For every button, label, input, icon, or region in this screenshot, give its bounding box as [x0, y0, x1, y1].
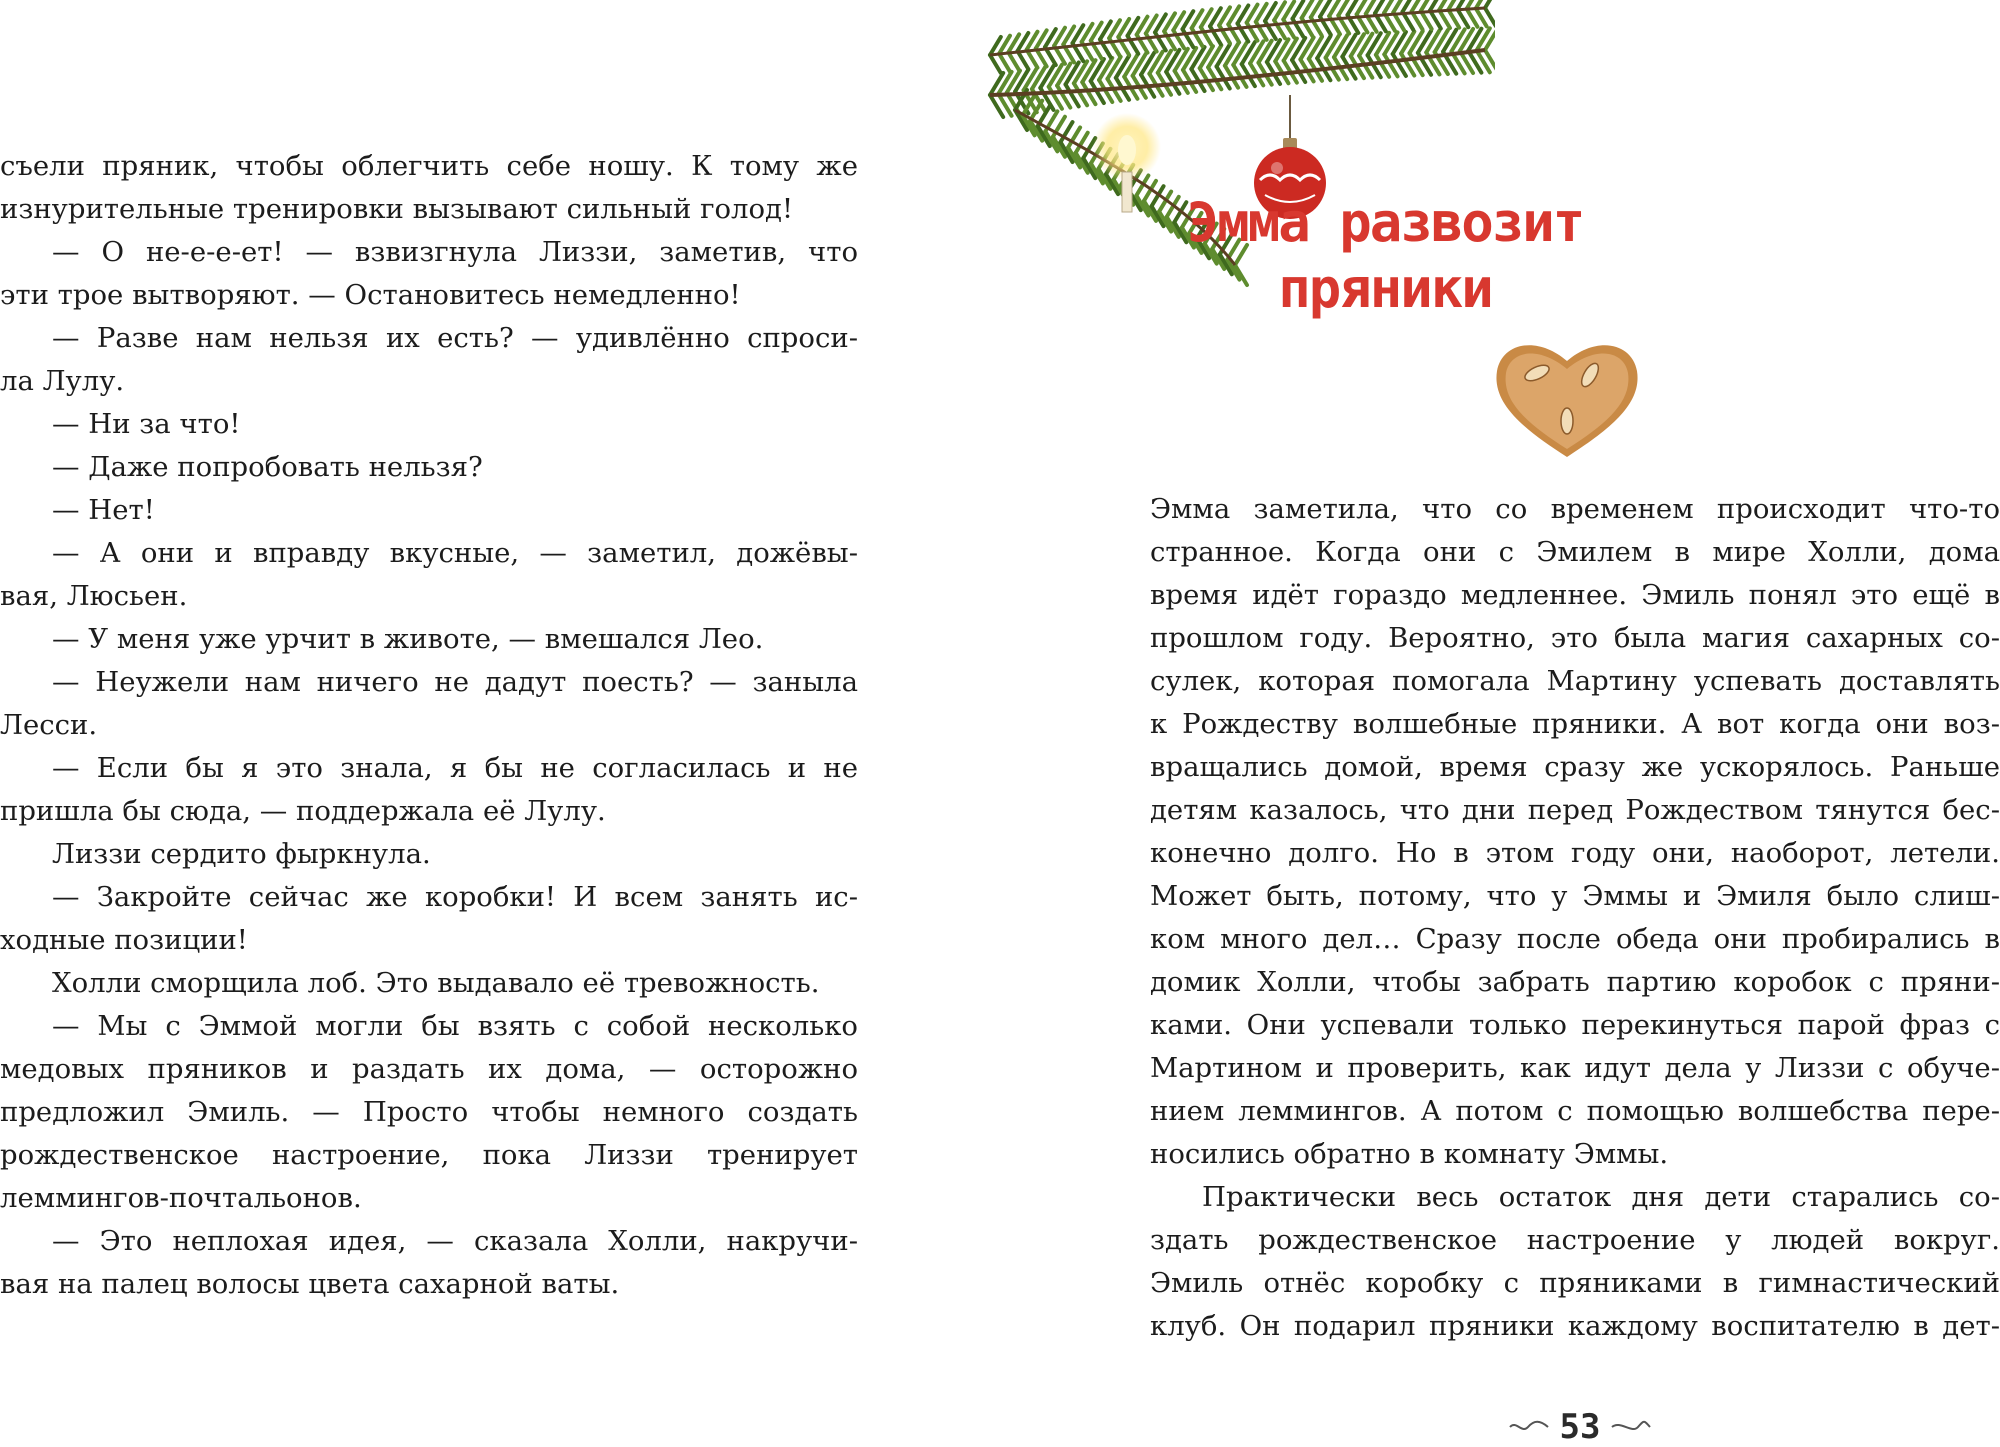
chapter-title: [1075, 190, 1695, 322]
swirl-ornament-icon: [1610, 1420, 1652, 1434]
text-line: пришла бы сюда, — поддержала её Лулу.: [0, 795, 606, 827]
text-line: ходные позиции!: [0, 924, 248, 956]
left-text-column: [0, 145, 858, 1306]
text-line: к Рождеству волшебные пряники. А вот когда они воз-: [1150, 708, 2000, 740]
text-line: — Ни за что!: [52, 408, 241, 440]
text-line: Практически весь остаток дня дети старались со-: [1202, 1181, 2000, 1213]
text-line: — Это неплохая идея, — сказала Холли, накручи-: [52, 1225, 858, 1257]
text-line: детям казалось, что дни перед Рождеством тянутся бес-: [1150, 794, 2000, 826]
text-line: медовых пряников и раздать их дома, — осторожно: [0, 1053, 858, 1085]
text-line: — Даже попробовать нельзя?: [52, 451, 483, 483]
text-line: леммингов-почтальонов.: [0, 1182, 362, 1214]
text-line: носились обратно в комнату Эммы.: [1150, 1138, 1669, 1170]
right-text-column: [1150, 488, 2000, 1348]
text-line: — У меня уже урчит в животе, — вмешался Лео.: [52, 623, 764, 655]
text-line: странное. Когда они с Эмилем в мире Холли, дома: [1150, 536, 2000, 568]
text-line: ками. Они успевали только перекинуться парой фраз с: [1150, 1009, 2000, 1041]
text-line: время идёт гораздо медленнее. Эмиль понял это ещё в: [1150, 579, 2000, 611]
page-footer: [1505, 1407, 1655, 1447]
text-line: сулек, которая помогала Мартину успевать доставлять: [1150, 665, 2000, 697]
text-line: вая на палец волосы цвета сахарной ваты.: [0, 1268, 620, 1300]
swirl-ornament-icon: [1508, 1420, 1550, 1434]
text-line: предложил Эмиль. — Просто чтобы немного создать: [0, 1096, 858, 1128]
text-line: Лесси.: [0, 709, 98, 741]
text-line: нием леммингов. А потом с помощью волшебства пере-: [1150, 1095, 2000, 1127]
text-line: Может быть, потому, что у Эммы и Эмиля было слиш-: [1150, 880, 2000, 912]
text-line: Лиззи сердито фыркнула.: [52, 838, 431, 870]
text-line: Холли сморщила лоб. Это выдавало её тревожность.: [52, 967, 820, 999]
text-line: Эмиль отнёс коробку с пряниками в гимнастический: [1150, 1267, 2000, 1299]
text-line: вая, Люсьен.: [0, 580, 188, 612]
text-line: эти трое вытворяют. — Остановитесь немедленно!: [0, 279, 741, 311]
text-line: съели пряник, чтобы облегчить себе ношу. К тому же: [0, 150, 858, 182]
left-page: [0, 0, 990, 1445]
text-line: — Закройте сейчас же коробки! И всем занять ис-: [52, 881, 858, 913]
text-line: прошлом году. Вероятно, это была магия сахарных со-: [1150, 622, 2000, 654]
chapter-title-line-2: пряники: [1278, 257, 1492, 320]
chapter-title-line-1: Эмма развозит: [1186, 191, 1584, 254]
text-line: домик Холли, чтобы забрать партию коробок с пряни-: [1150, 966, 2000, 998]
text-line: — Мы с Эммой могли бы взять с собой несколько: [52, 1010, 858, 1042]
text-line: здать рождественское настроение у людей вокруг.: [1150, 1224, 2000, 1256]
text-line: — Если бы я это знала, я бы не согласилась и не: [52, 752, 858, 784]
text-line: клуб. Он подарил пряники каждому воспитателю в дет-: [1150, 1310, 2000, 1342]
text-line: ла Лулу.: [0, 365, 125, 397]
text-line: Эмма заметила, что со временем происходит что-то: [1150, 493, 2000, 525]
text-line: — А они и вправду вкусные, — заметил, дожёвы-: [52, 537, 858, 569]
text-line: Мартином и проверить, как идут дела у Лиззи с обуче-: [1150, 1052, 2000, 1084]
text-line: вращались домой, время сразу же ускорялось. Раньше: [1150, 751, 2000, 783]
text-line: — О не-е-е-ет! — взвизгнула Лиззи, заметив, что: [52, 236, 858, 268]
text-line: изнурительные тренировки вызывают сильный голод!: [0, 193, 794, 225]
gingerbread-heart-icon: [1492, 333, 1642, 463]
text-line: — Неужели нам ничего не дадут поесть? — заныла: [52, 666, 858, 698]
text-line: конечно долго. Но в этом году они, наоборот, летели.: [1150, 837, 2000, 869]
text-line: рождественское настроение, пока Лиззи тренирует: [0, 1139, 858, 1171]
text-line: — Разве нам нельзя их есть? — удивлённо спроси-: [52, 322, 858, 354]
text-line: ком много дел… Сразу после обеда они пробирались в: [1150, 923, 2000, 955]
page-number: 53: [1559, 1407, 1601, 1447]
text-line: — Нет!: [52, 494, 155, 526]
